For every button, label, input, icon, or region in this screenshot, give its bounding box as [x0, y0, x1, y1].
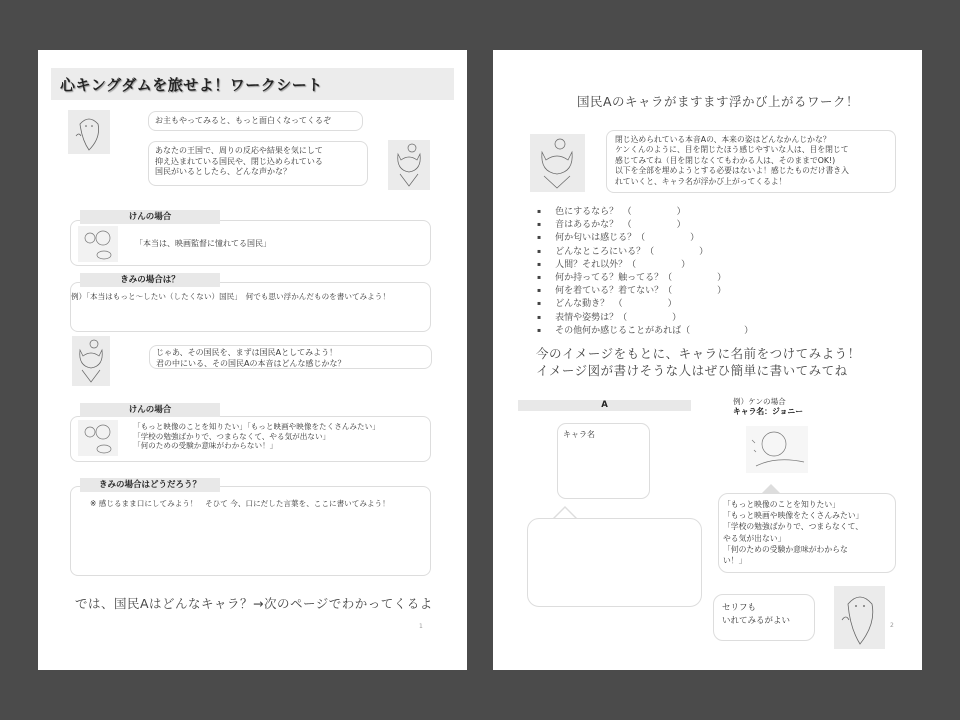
hint-line: セリフも [722, 603, 757, 613]
bubble-line: 国民がいるとしたら、どんな声かな？ [155, 167, 291, 176]
ken-case-label: けんの場合 [80, 403, 220, 417]
naming-prompt [536, 345, 861, 379]
mascot-sage-illustration [834, 586, 885, 649]
example-caption: 例）ケンの場合 [733, 397, 786, 406]
ken-boy-illustration [78, 420, 118, 456]
question-item[interactable]: ▪ 何を着ている？着てない？（ ） [537, 285, 753, 298]
bubble-line: 感じてみてね（目を閉じなくてもわかる人は、そのままでOK!) [615, 155, 836, 165]
mascot-cat-illustration [388, 140, 430, 190]
ken-line: 「何のための受験か意味がわからない！」 [133, 441, 278, 450]
question-item[interactable]: ▪ どんなところにいる？（ ） [537, 246, 753, 259]
question-item[interactable]: ▪ 色にするなら？ （ ） [537, 206, 753, 219]
bubble-line: 閉じ込められている本音Aの、本来の姿はどんなかんじかな？ [615, 135, 831, 144]
speech-line: やる気が出ない」 [723, 533, 786, 543]
bubble-line: 君の中にいる、その国民Aの本音はどんな感じかな？ [156, 358, 346, 368]
ken-line: 「もっと映像のことを知りたい」「もっと映画や映像をたくさんみたい」 [133, 422, 380, 431]
your-case-prompt: ※ 感じるまま口にしてみよう！ そひて 今、口にだした言葉を、ここに書いてみよう！ [90, 499, 390, 508]
speech-bubble [148, 111, 363, 131]
ken-case-lines [133, 422, 380, 451]
chara-name-box[interactable] [557, 423, 650, 499]
bubble-line: じゃあ、その国民を、まずは国民Aとしてみよう！ [156, 348, 338, 357]
mascot-cat-illustration [530, 134, 585, 192]
your-case-label: きみの場合は？ [80, 273, 220, 287]
speech-line: 「もっと映像のことを知りたい」 [723, 500, 840, 509]
page-number: 1 [419, 623, 423, 630]
speech-draw-box[interactable] [527, 518, 702, 607]
feeling-questions-list [537, 206, 753, 338]
closing-text: では、国民Aはどんなキャラ？→次のページでわかってくるよ [75, 596, 433, 611]
question-item[interactable]: ▪ 人間？それ以外？（ ） [537, 259, 753, 272]
question-item[interactable]: ▪ 何か持ってる？触ってる？（ ） [537, 272, 753, 285]
page-heading: 国民Aのキャラがますます浮かび上がるワーク！ [577, 94, 860, 109]
example-speech-bubble [718, 493, 896, 573]
worksheet-page-2 [493, 50, 922, 670]
johnny-illustration [746, 426, 808, 473]
bubble-line: 抑え込まれている国民や、閉じ込められている [155, 156, 323, 166]
speech-line: 「もっと映画や映像をたくさんみたい」 [723, 511, 864, 521]
ken-line: 「学校の勉強ばかりで、つまらなくて、やる気が出ない」 [133, 431, 331, 441]
bubble-line: れていくと、キャラ名が浮かび上がってくるよ！ [615, 176, 787, 186]
speech-bubble [149, 345, 432, 369]
hint-bubble [713, 594, 815, 641]
ken-case-label: けんの場合 [80, 210, 220, 224]
question-item[interactable]: ▪ 表情や姿勢は？（ ） [537, 312, 753, 325]
prompt-line: 今のイメージをもとに、キャラに名前をつけてみよう！ [536, 346, 861, 361]
speech-line: い！」 [723, 556, 747, 566]
bubble-line: あなたの王国で、周りの反応や結果を気にして [155, 146, 323, 155]
speech-bubble [148, 141, 368, 186]
example-chara-name: キャラ名：ジョニー [733, 407, 804, 416]
mascot-sage-illustration [68, 110, 110, 154]
column-a-header: A [518, 400, 691, 411]
speech-line: 「何のための受験か意味がわからな [723, 544, 848, 554]
prompt-line: イメージ図が書けそうな人はぜひ簡単に書いてみてね [536, 363, 848, 378]
bubble-text: お主もやってみると、もっと面白くなってくるぞ [155, 116, 331, 125]
your-case-prompt: 例）「本当はもっと～したい（したくない）国民」 何でも思い浮かんだものを書いてみよう！ [71, 292, 390, 301]
ken-case-text: 「本当は、映画監督に憧れてる国民」 [135, 239, 271, 248]
your-case-label: きみの場合はどうだろう？ [80, 478, 220, 492]
hint-line: いれてみるがよい [722, 616, 791, 626]
page-title: 心キングダムを旅せよ！ワークシート [60, 76, 323, 94]
ken-boy-illustration [78, 226, 118, 262]
mascot-cat-illustration [72, 336, 110, 386]
bubble-line: ケンくんのように、目を閉じたほう感じやすいな人は、目を閉じて [615, 145, 849, 155]
your-answer-panel-1[interactable] [70, 282, 431, 332]
page-number: 2 [890, 622, 894, 629]
question-item[interactable]: ▪ 何か匂いは感じる？（ ） [537, 232, 753, 245]
question-item[interactable]: ▪ どんな動き？ （ ） [537, 298, 753, 311]
speech-bubble [606, 130, 896, 193]
question-item[interactable]: ▪ 音はあるかな？ （ ） [537, 219, 753, 232]
question-item[interactable]: ▪ その他何か感じることがあれば（ ） [537, 325, 753, 338]
chara-name-label: キャラ名 [563, 430, 595, 439]
bubble-line: 以下を全部を埋めようとする必要はないよ！感じたものだけ書き入 [615, 166, 849, 176]
worksheet-page-1 [38, 50, 467, 670]
speech-line: 「学校の勉強ばかりで、つまらなくて、 [723, 522, 864, 532]
